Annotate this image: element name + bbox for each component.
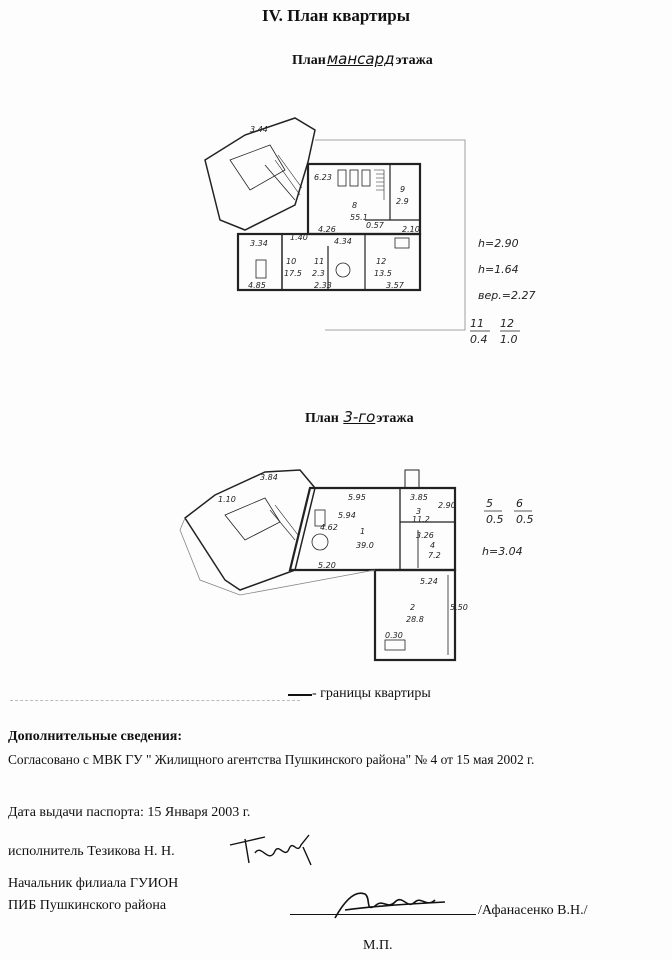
executor-line: исполнитель Тезикова Н. Н. (8, 844, 175, 859)
document-title: IV. План квартиры (261, 6, 411, 25)
stamp-place: М.П. (363, 938, 393, 953)
plan-label: 3.57 (386, 281, 404, 290)
plan-label: 3.34 (250, 239, 268, 248)
plan-label: 5.20 (318, 561, 336, 570)
chief-title-line2: ПИБ Пушкинского района (8, 898, 167, 913)
plan-label: 2 (410, 603, 416, 612)
height-note: вер.=2.27 (478, 289, 536, 302)
plan-heading-handwritten-floor: мансард (326, 50, 395, 68)
plan-label: 1.10 (218, 495, 236, 504)
fraction-bottom: 0.4 (470, 333, 488, 346)
plan-label: 5.95 (348, 493, 366, 502)
plan-heading-suffix: этажа (376, 411, 414, 426)
plan-label: 2.3 (312, 269, 325, 278)
plan-label: 8 (352, 201, 358, 210)
plan-label: 2.9 (396, 197, 409, 206)
plan-label: 6.23 (314, 173, 332, 182)
floor-plan-third (180, 460, 480, 670)
chief-name: /Афанасенко В.Н./ (478, 903, 588, 918)
plan-label: 55.1 (350, 213, 368, 222)
boundary-legend-label: - границы квартиры (312, 686, 431, 701)
plan-heading-prefix: План (305, 411, 339, 426)
fraction-top: 5 (486, 497, 493, 510)
plan-label: 4.62 (320, 523, 338, 532)
plan-label: 3.84 (260, 473, 278, 482)
plan-heading-suffix: этажа (395, 53, 433, 68)
plan-label: 11 (314, 257, 325, 266)
plan-label: 5.50 (450, 603, 468, 612)
plan-label: 2.33 (314, 281, 332, 290)
plan-label: 3.26 (416, 531, 434, 540)
plan-heading-handwritten-floor: 3-го (343, 408, 376, 426)
boundary-legend-line (288, 694, 312, 696)
height-note: h=3.04 (482, 545, 523, 558)
height-note: h=2.90 (478, 237, 519, 250)
issue-date: Дата выдачи паспорта: 15 Января 2003 г. (8, 805, 251, 820)
plan-label: 2.10 (402, 225, 420, 234)
plan-heading-attic (292, 50, 433, 69)
plan-label: 2.90 (438, 501, 456, 510)
plan-label: 5.24 (420, 577, 438, 586)
fraction-top: 12 (500, 317, 514, 330)
fraction-top: 11 (470, 317, 484, 330)
height-note: h=1.64 (478, 263, 519, 276)
plan-label: 13.5 (374, 269, 392, 278)
plan-label: 11.2 (412, 515, 430, 524)
plan-heading-prefix: План (292, 53, 326, 68)
plan-label: 0.57 (366, 221, 384, 230)
plan-label: 1 (360, 527, 366, 536)
plan-label: 9 (400, 185, 406, 194)
plan-label: 1.40 (290, 233, 308, 242)
scan-line (10, 700, 300, 701)
fraction-top: 6 (516, 497, 523, 510)
plan-label: 4 (430, 541, 436, 550)
floor-plan-attic (190, 100, 480, 360)
attic-notes (470, 225, 590, 355)
plan-label: 7.2 (428, 551, 441, 560)
additional-info-heading: Дополнительные сведения: (8, 729, 183, 744)
plan-label: 3 (416, 507, 422, 516)
plan-label: 17.5 (284, 269, 302, 278)
plan-heading-third (305, 408, 414, 427)
fraction-bottom: 0.5 (486, 513, 504, 526)
chief-title-line1: Начальник филиала ГУИОН (8, 876, 179, 891)
plan-label: 4.85 (248, 281, 266, 290)
plan-label: 4.34 (334, 237, 352, 246)
plan-label: 28.8 (406, 615, 424, 624)
third-floor-notes (478, 495, 598, 575)
plan-label: 4.26 (318, 225, 336, 234)
plan-label: 10 (286, 257, 297, 266)
executor-signature (225, 825, 325, 870)
plan-label: 12 (376, 257, 387, 266)
plan-label: 3.85 (410, 493, 428, 502)
additional-info-text: Согласовано с МВК ГУ " Жилищного агентства Пушкинского района" № 4 от 15 мая 2002 г. (8, 752, 535, 767)
plan-label: 0.30 (385, 631, 403, 640)
plan-label: 39.0 (356, 541, 374, 550)
fraction-bottom: 0.5 (516, 513, 534, 526)
plan-label: 3.44 (250, 125, 268, 134)
plan-label: 5.94 (338, 511, 356, 520)
chief-signature (325, 880, 455, 925)
fraction-bottom: 1.0 (500, 333, 518, 346)
